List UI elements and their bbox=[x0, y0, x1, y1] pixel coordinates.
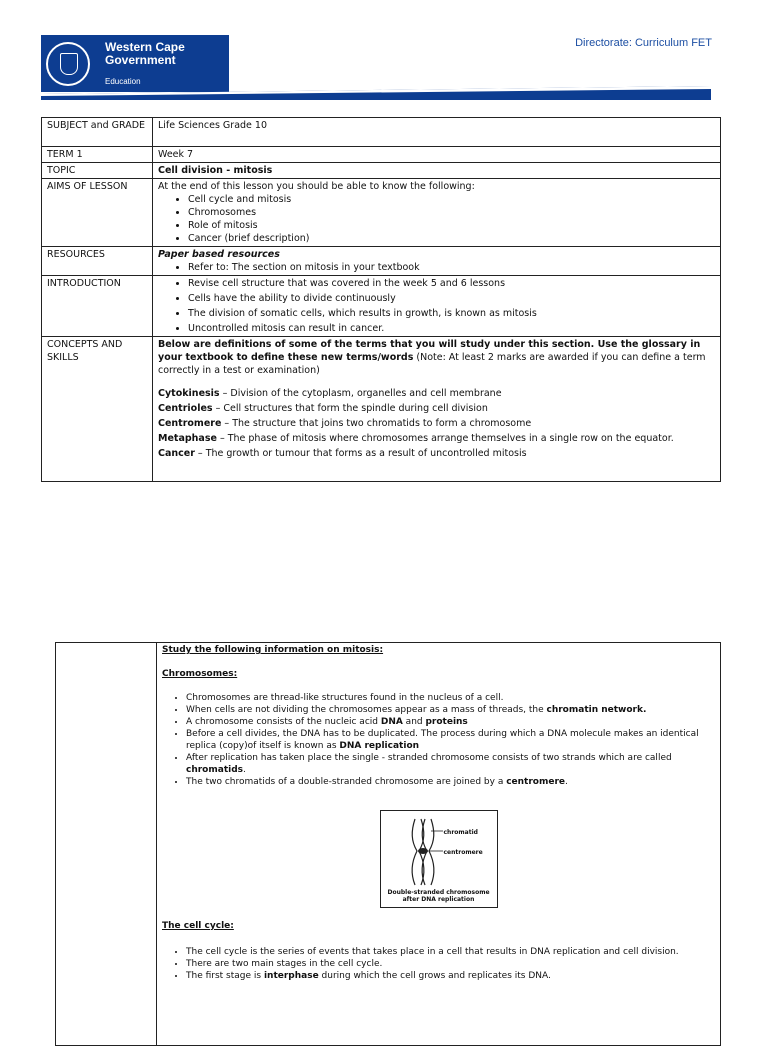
text-run: After replication has taken place the single - stranded chromosome consists of two strands which are called bbox=[186, 753, 672, 763]
term-label: TERM 1 bbox=[42, 147, 153, 163]
introduction-label: INTRODUCTION bbox=[42, 276, 153, 337]
definition-text: – The growth or tumour that forms as a result of uncontrolled mitosis bbox=[194, 448, 527, 459]
text-run-bold: chromatids bbox=[186, 765, 244, 775]
caption-line: Double-stranded chromosome bbox=[387, 889, 490, 896]
topic-label: TOPIC bbox=[42, 163, 153, 179]
text-run-bold: chromatin network. bbox=[546, 705, 647, 715]
definition-item bbox=[158, 417, 715, 430]
text-run: When cells are not dividing the chromosomes appear as a mass of threads, the bbox=[186, 705, 547, 715]
list-item: • The division of somatic cells, which results in growth, is known as mitosis bbox=[188, 307, 715, 320]
concepts-intro bbox=[158, 338, 715, 377]
definition-text: – Division of the cytoplasm, organelles and cell membrane bbox=[219, 388, 502, 399]
definition-term: Centromere bbox=[158, 418, 222, 429]
list-item: • Role of mitosis bbox=[188, 219, 715, 232]
text-run: . bbox=[243, 765, 246, 775]
lesson-table bbox=[41, 117, 721, 482]
figure-caption bbox=[381, 889, 497, 903]
study-heading: Study the following information on mitosis: bbox=[162, 645, 384, 655]
coat-of-arms-icon bbox=[46, 42, 90, 86]
row-subject bbox=[42, 118, 721, 147]
concepts-intro-note: (Note: At least 2 marks are awarded if you can define a term correctly in a test or examination) bbox=[158, 352, 706, 376]
row-introduction bbox=[42, 276, 721, 337]
directorate-title: Directorate: Curriculum FET bbox=[575, 37, 712, 49]
definition-term: Metaphase bbox=[158, 433, 217, 444]
list-item: • Revise cell structure that was covered in the week 5 and 6 lessons bbox=[188, 277, 715, 290]
aims-intro: At the end of this lesson you should be able to know the following: bbox=[158, 181, 475, 192]
resources-label: RESOURCES bbox=[42, 247, 153, 276]
logo-sub: Education bbox=[105, 77, 141, 86]
logo-line2: Government bbox=[105, 53, 176, 67]
study-left-cell bbox=[56, 643, 157, 1046]
text-run: and bbox=[402, 717, 426, 727]
definition-text: – Cell structures that form the spindle during cell division bbox=[212, 403, 488, 414]
list-item bbox=[186, 776, 715, 788]
chromosomes-heading: Chromosomes: bbox=[162, 669, 238, 679]
text-run-bold: DNA bbox=[380, 717, 403, 727]
list-item: • Cells have the ability to divide continuously bbox=[188, 292, 715, 305]
aims-list bbox=[158, 193, 715, 245]
study-table bbox=[55, 642, 721, 1046]
logo-line1: Western Cape bbox=[105, 40, 185, 54]
definition-text: – The phase of mitosis where chromosomes arrange themselves in a single row on the equator. bbox=[216, 433, 674, 444]
text-run-bold: DNA replication bbox=[339, 741, 420, 751]
text-run: The first stage is bbox=[186, 971, 264, 981]
list-item: • Uncontrolled mitosis can result in cancer. bbox=[188, 322, 715, 335]
cell-cycle-heading: The cell cycle: bbox=[162, 921, 234, 931]
header-swoosh bbox=[41, 86, 711, 100]
aims-label: AIMS OF LESSON bbox=[42, 179, 153, 247]
subject-value: Life Sciences Grade 10 bbox=[153, 118, 721, 147]
cell-cycle-list bbox=[162, 946, 715, 982]
list-item bbox=[186, 752, 715, 776]
chromosome-figure bbox=[380, 810, 498, 908]
definition-text: – The structure that joins two chromatids to form a chromosome bbox=[221, 418, 532, 429]
definition-item bbox=[158, 432, 715, 445]
definition-term: Centrioles bbox=[158, 403, 213, 414]
list-item: • Chromosomes bbox=[188, 206, 715, 219]
row-topic bbox=[42, 163, 721, 179]
list-item: • There are two main stages in the cell cycle. bbox=[186, 958, 715, 970]
row-aims bbox=[42, 179, 721, 247]
resources-list bbox=[158, 261, 715, 274]
resources-cell bbox=[153, 247, 721, 276]
introduction-cell bbox=[153, 276, 721, 337]
aims-cell bbox=[153, 179, 721, 247]
definition-item bbox=[158, 447, 715, 460]
topic-value: Cell division - mitosis bbox=[153, 163, 721, 179]
row-term bbox=[42, 147, 721, 163]
concepts-intro-bold: Below are definitions of some of the terms that you will study under this section. Use the glossary in your textbook to define these new terms/words bbox=[158, 339, 701, 363]
term-value: Week 7 bbox=[153, 147, 721, 163]
introduction-list bbox=[158, 277, 715, 335]
text-run: during which the cell grows and replicates its DNA. bbox=[318, 971, 551, 981]
wcg-logo bbox=[41, 35, 229, 92]
text-run: A chromosome consists of the nucleic acid bbox=[186, 717, 381, 727]
definition-term: Cytokinesis bbox=[158, 388, 220, 399]
text-run-bold: centromere bbox=[506, 777, 565, 787]
study-content-cell bbox=[157, 643, 721, 1046]
text-run: . bbox=[565, 777, 568, 787]
definition-term: Cancer bbox=[158, 448, 195, 459]
list-item: • Refer to: The section on mitosis in your textbook bbox=[188, 261, 715, 274]
definition-item bbox=[158, 402, 715, 415]
list-item: • The cell cycle is the series of events that takes place in a cell that results in DNA replication and cell division. bbox=[186, 946, 715, 958]
list-item bbox=[186, 704, 715, 716]
list-item: • Cancer (brief description) bbox=[188, 232, 715, 245]
text-run-bold: proteins bbox=[425, 717, 468, 727]
list-item: • Chromosomes are thread-like structures found in the nucleus of a cell. bbox=[186, 692, 715, 704]
list-item: • Cell cycle and mitosis bbox=[188, 193, 715, 206]
row-resources bbox=[42, 247, 721, 276]
resources-heading: Paper based resources bbox=[158, 249, 280, 260]
text-run: Before a cell divides, the DNA has to be duplicated. The process during which a DNA molecule makes an identical replica (copy)of itself is known as bbox=[186, 729, 699, 751]
text-run: The two chromatids of a double-stranded chromosome are joined by a bbox=[186, 777, 507, 787]
text-run-bold: interphase bbox=[263, 971, 319, 981]
list-item bbox=[186, 970, 715, 982]
study-row bbox=[56, 643, 721, 1046]
subject-label: SUBJECT and GRADE bbox=[42, 118, 153, 147]
list-item bbox=[186, 716, 715, 728]
chromosomes-list bbox=[162, 692, 715, 788]
list-item bbox=[186, 728, 715, 752]
centromere-label: centromere bbox=[443, 849, 483, 856]
chromatid-label: chromatid bbox=[443, 829, 478, 836]
concepts-cell bbox=[153, 337, 721, 482]
caption-line: after DNA replication bbox=[402, 896, 475, 903]
definition-item bbox=[158, 387, 715, 400]
concepts-label: CONCEPTS AND SKILLS bbox=[42, 337, 153, 482]
row-concepts bbox=[42, 337, 721, 482]
